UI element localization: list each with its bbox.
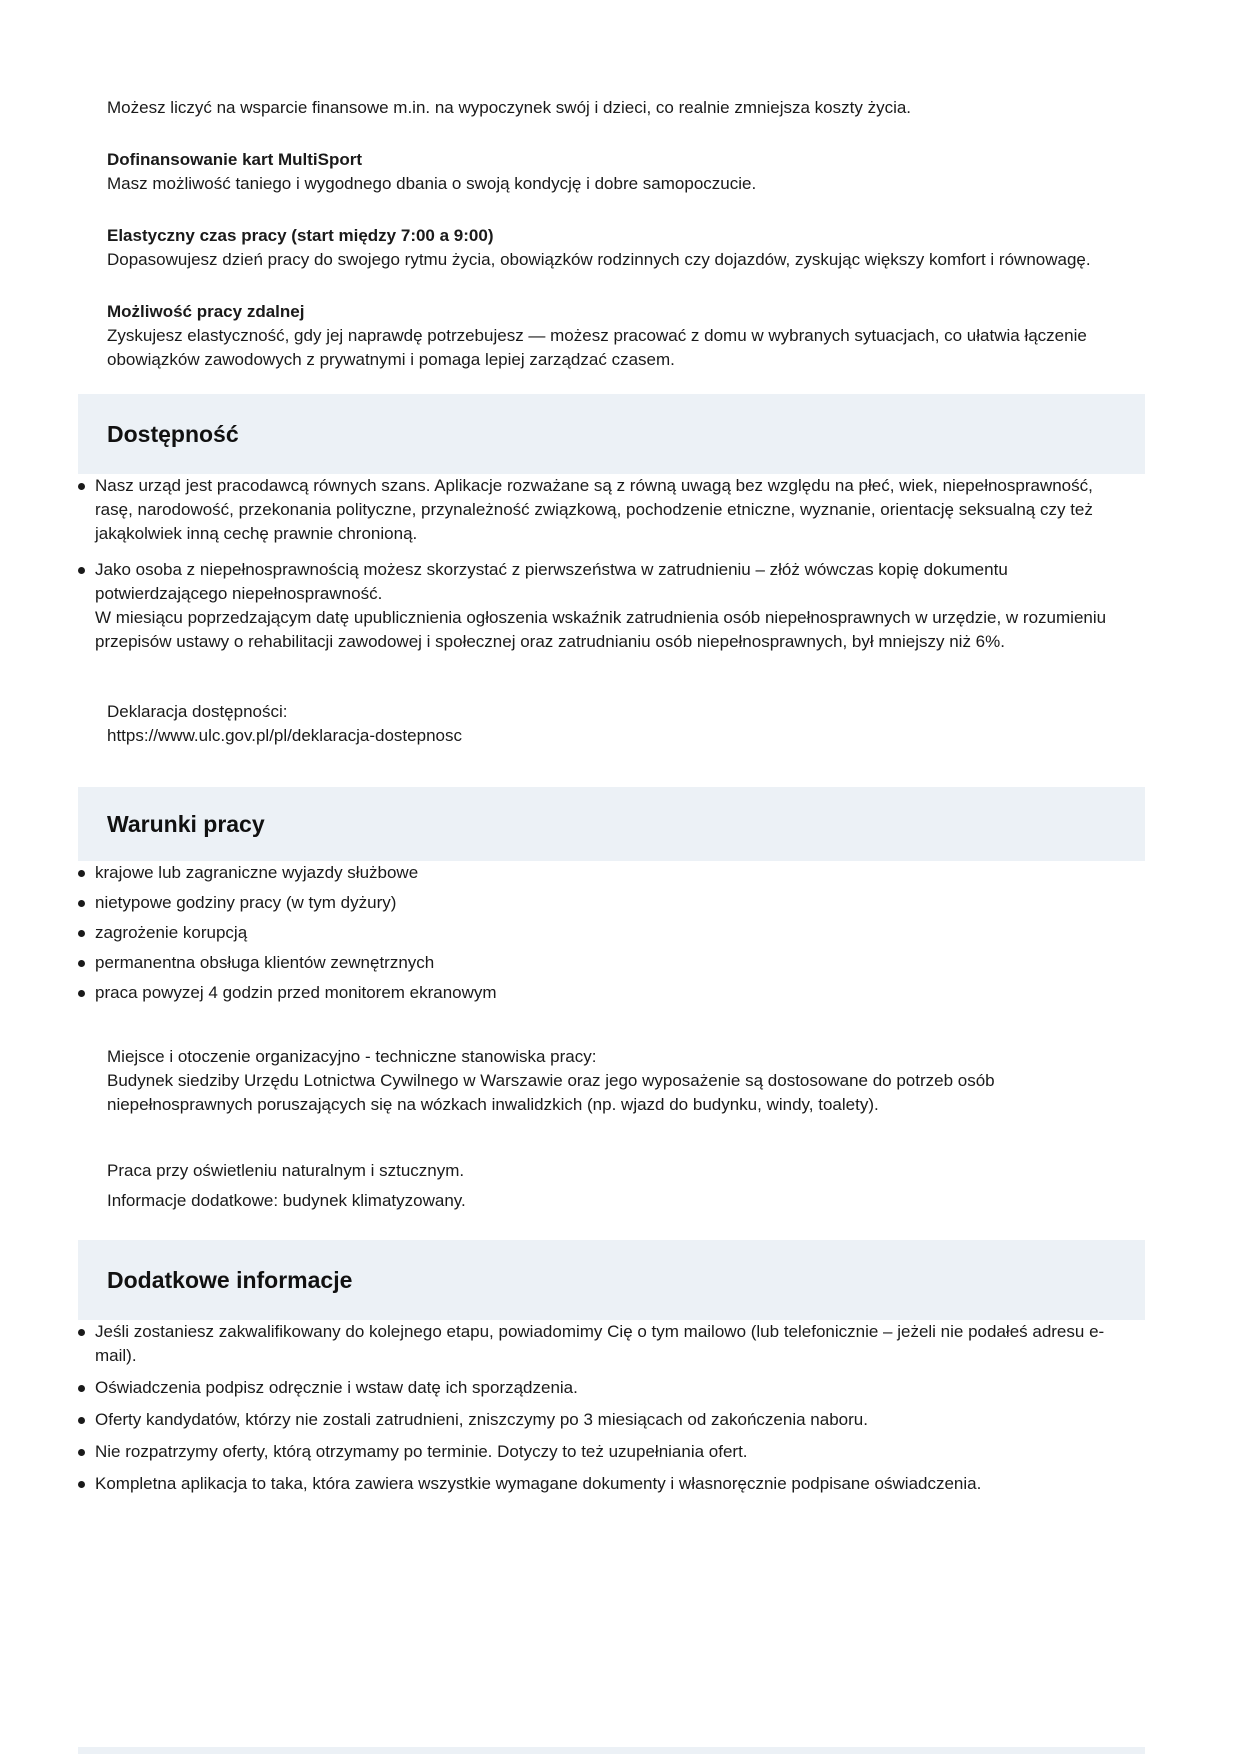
additional-info-bullet-list xyxy=(78,1320,1145,1496)
declaration-label: Deklaracja dostępności: xyxy=(107,702,288,721)
benefit-description: Masz możliwość taniego i wygodnego dbania o swoją kondycję i dobre samopoczucie. xyxy=(107,174,757,193)
bullet-item: Nie rozpatrzymy oferty, którą otrzymamy po terminie. Dotyczy to też uzupełniania ofert. xyxy=(78,1440,1118,1464)
accessibility-bullet-list xyxy=(78,474,1145,654)
bullet-item-line: Jako osoba z niepełnosprawnością możesz skorzystać z pierwszeństwa w zatrudnieniu – złóż wówczas kopię dokumentu potwierdzającego niepełnosprawność. xyxy=(95,560,1008,603)
benefit-title: Dofinansowanie kart MultiSport xyxy=(107,150,363,169)
next-section-band-cutoff xyxy=(78,1747,1145,1754)
bullet-item: Oferty kandydatów, którzy nie zostali zatrudnieni, zniszczymy po 3 miesiącach od zakończenia naboru. xyxy=(78,1408,1118,1432)
workplace-text: Budynek siedziby Urzędu Lotnictwa Cywilnego w Warszawie oraz jego wyposażenie są dostosowane do potrzeb osób niepełnosprawnych poruszających się na wózkach inwalidzkich (np. wjazd do budynku, windy, toalety). xyxy=(107,1071,995,1114)
accessibility-declaration xyxy=(107,700,1129,748)
benefit-title: Możliwość pracy zdalnej xyxy=(107,302,305,321)
declaration-url: https://www.ulc.gov.pl/pl/deklaracja-dostepnosc xyxy=(107,726,462,745)
section-header-band-accessibility xyxy=(78,394,1145,474)
benefit-description: Dopasowujesz dzień pracy do swojego rytmu życia, obowiązków rodzinnych czy dojazdów, zyskując większy komfort i równowagę. xyxy=(107,250,1091,269)
benefit-block xyxy=(107,224,1129,272)
workplace-description xyxy=(107,1045,1129,1117)
section-title-accessibility: Dostępność xyxy=(107,421,239,447)
bullet-item: zagrożenie korupcją xyxy=(78,921,1118,945)
benefit-block xyxy=(107,300,1129,372)
document-content xyxy=(78,0,1145,1496)
bullet-item: praca powyzej 4 godzin przed monitorem ekranowym xyxy=(78,981,1118,1005)
bullet-item: Oświadczenia podpisz odręcznie i wstaw datę ich sporządzenia. xyxy=(78,1376,1118,1400)
bullet-item-line: W miesiącu poprzedzającym datę upublicznienia ogłoszenia wskaźnik zatrudnienia osób niepełnosprawnych w urzędzie, w rozumieniu przepisów ustawy o rehabilitacji zawodowej i społecznej oraz zatrudnianiu osób niepełnosprawnych, był mniejszy niż 6%. xyxy=(95,608,1107,651)
bullet-item: permanentna obsługa klientów zewnętrznych xyxy=(78,951,1118,975)
section-header-band-additional-info xyxy=(78,1240,1145,1320)
bullet-item xyxy=(78,558,1118,654)
bullet-item: nietypowe godziny pracy (w tym dyżury) xyxy=(78,891,1118,915)
benefit-block xyxy=(107,148,1129,196)
lighting-note: Praca przy oświetleniu naturalnym i sztucznym. xyxy=(107,1161,465,1180)
bullet-item: Nasz urząd jest pracodawcą równych szans. Aplikacje rozważane są z równą uwagą bez względu na płeć, wiek, niepełnosprawność, rasę, narodowość, przekonania polityczne, przynależność związkową, pochodzenie etniczne, wyznanie, orientację seksualną czy też jakąkolwiek inną cechę prawnie chronioną. xyxy=(78,474,1118,546)
work-conditions-bullet-list xyxy=(78,861,1145,1005)
workplace-notes xyxy=(107,1159,1129,1213)
additional-note: Informacje dodatkowe: budynek klimatyzowany. xyxy=(107,1191,466,1210)
lead-paragraph: Możesz liczyć na wsparcie finansowe m.in. na wypoczynek swój i dzieci, co realnie zmniejsza koszty życia. xyxy=(107,98,912,117)
bullet-item: Kompletna aplikacja to taka, która zawiera wszystkie wymagane dokumenty i własnoręcznie podpisane oświadczenia. xyxy=(78,1472,1118,1496)
section-title-work-conditions: Warunki pracy xyxy=(107,811,265,837)
benefit-title: Elastyczny czas pracy (start między 7:00 a 9:00) xyxy=(107,226,494,245)
section-header-band-work-conditions xyxy=(78,787,1145,861)
workplace-heading: Miejsce i otoczenie organizacyjno - techniczne stanowiska pracy: xyxy=(107,1047,597,1066)
section-title-additional-info: Dodatkowe informacje xyxy=(107,1267,353,1293)
benefit-description: Zyskujesz elastyczność, gdy jej naprawdę potrzebujesz — możesz pracować z domu w wybranych sytuacjach, co ułatwia łączenie obowiązków zawodowych z prywatnymi i pomaga lepiej zarządzać czasem. xyxy=(107,326,1087,369)
bullet-item: Jeśli zostaniesz zakwalifikowany do kolejnego etapu, powiadomimy Cię o tym mailowo (lub telefonicznie – jeżeli nie podałeś adresu e-mail). xyxy=(78,1320,1118,1368)
bullet-item: krajowe lub zagraniczne wyjazdy służbowe xyxy=(78,861,1118,885)
